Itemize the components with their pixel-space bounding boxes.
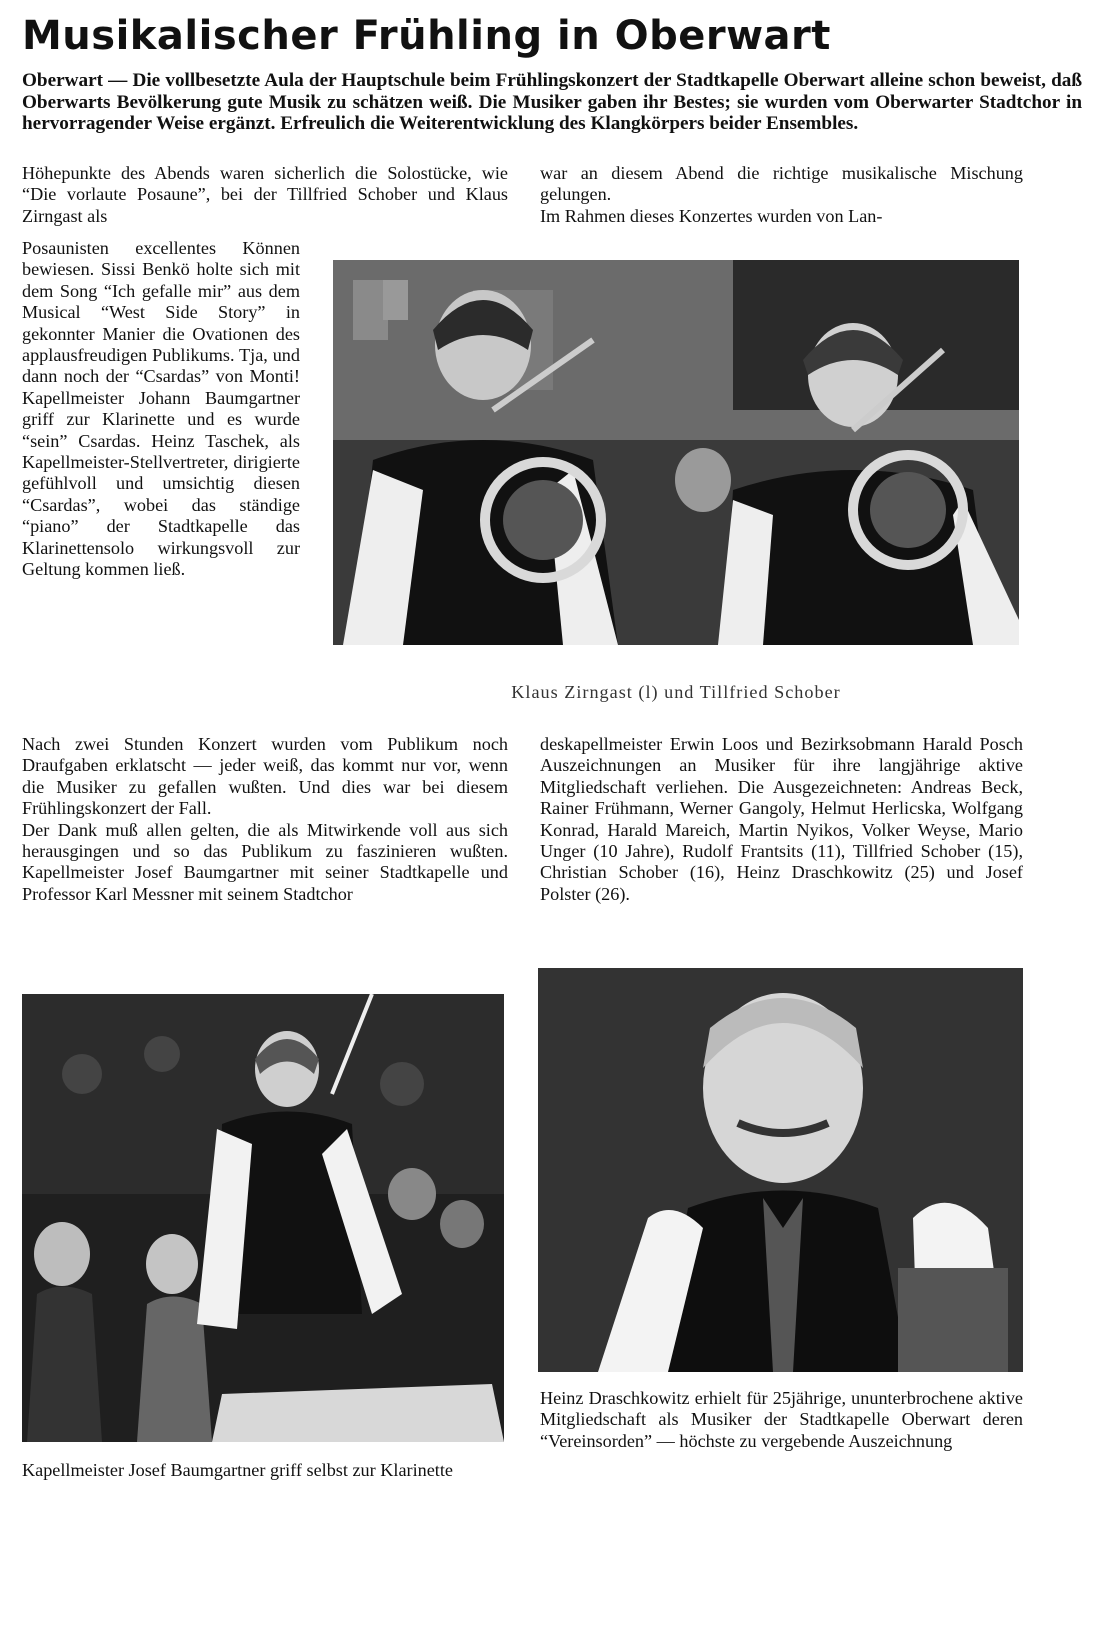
body-col2-top [540, 163, 1023, 227]
photo-conductor-image [22, 994, 504, 1442]
photo-heinz-draschkowitz [538, 968, 1023, 1372]
caption-photo-heinz-draschkowitz: Heinz Draschkowitz erhielt für 25jährige, ununterbrochene aktive Mitgliedschaft als Musiker der Stadtkapelle Oberwart deren “Vereinsorden” — höchste zu vergebende Auszeichnung [540, 1388, 1023, 1451]
headline: Musikalischer Frühling in Oberwart [22, 13, 831, 59]
caption-photo-conductor: Kapellmeister Josef Baumgartner griff selbst zur Klarinette [22, 1460, 453, 1480]
body-col1-narrow [22, 238, 300, 581]
body-paragraph: Höhepunkte des Abends waren sicherlich die Solostücke, wie “Die vorlaute Posaune”, bei der Tillfried Schober und Klaus Zirngast als [22, 163, 508, 226]
body-col1-bottom [22, 734, 508, 905]
photo-conductor [22, 994, 504, 1442]
body-col2-bottom [540, 734, 1023, 905]
caption-photo-trombonists: Klaus Zirngast (l) und Tillfried Schober [511, 682, 841, 702]
body-paragraph: war an diesem Abend die richtige musikalische Mischung gelungen. [540, 163, 1023, 205]
body-paragraph: Posaunisten excellentes Können bewiesen. Sissi Benkö holte sich mit dem Song “Ich gefalle mir” aus dem Musical “West Side Story” in gekonnter Manier die Ovationen des applausfreudigen Publikums. Tja, und dann noch der “Csardas” von Monti! Kapellmeister Johann Baumgartner griff zur Klarinette und es wurde “sein” Csardas. Heinz Taschek, als Kapellmeister-Stellvertreter, dirigierte gefühlvoll und umsichtig diesen “Csardas”, wobei das ständige “piano” der Stadtkapelle das Klarinettensolo wirkungsvoll zur Geltung kommen ließ. [22, 238, 300, 580]
body-col1-top [22, 163, 508, 227]
body-paragraph: Der Dank muß allen gelten, die als Mitwirkende voll aus sich herausgingen und so das Publikum zu faszinieren wußten. Kapellmeister Josef Baumgartner mit seiner Stadtkapelle und Professor Karl Messner mit seinem Stadtchor [22, 819, 508, 904]
photo-heinz-draschkowitz-image [538, 968, 1023, 1372]
photo-trombonists [333, 260, 1019, 645]
lead-paragraph: Oberwart — Die vollbesetzte Aula der Hauptschule beim Frühlingskonzert der Stadtkapelle Oberwart alleine schon beweist, daß Oberwarts Bevölkerung gute Musik zu schätzen weiß. Die Musiker gaben ihr Bestes; sie wurden vom Oberwarter Stadtchor in hervorragender Weise ergänzt. Erfreulich die Weiterentwicklung des Klangkörpers beider Ensembles. [22, 70, 1082, 134]
body-paragraph: deskapellmeister Erwin Loos und Bezirksobmann Harald Posch Auszeichnungen an Musiker für ihre langjährige aktive Mitgliedschaft verliehen. Die Ausgezeichneten: Andreas Beck, Rainer Frühmann, Werner Gangoly, Helmut Herlicska, Wolfgang Konrad, Harald Mareich, Martin Nyikos, Volker Weyse, Mario Unger (10 Jahre), Rudolf Frantsits (11), Tillfried Schober (15), Christian Schober (16), Heinz Draschkowitz (25) und Josef Polster (26). [540, 734, 1023, 904]
body-paragraph: Nach zwei Stunden Konzert wurden vom Publikum noch Draufgaben erklatscht — jeder weiß, das kommt nur vor, wenn die Musiker zu gefallen wußten. Und dies war bei diesem Frühlingskonzert der Fall. [22, 734, 508, 819]
body-paragraph: Im Rahmen dieses Konzertes wurden von Lan- [540, 205, 883, 226]
photo-trombonists-image [333, 260, 1019, 645]
